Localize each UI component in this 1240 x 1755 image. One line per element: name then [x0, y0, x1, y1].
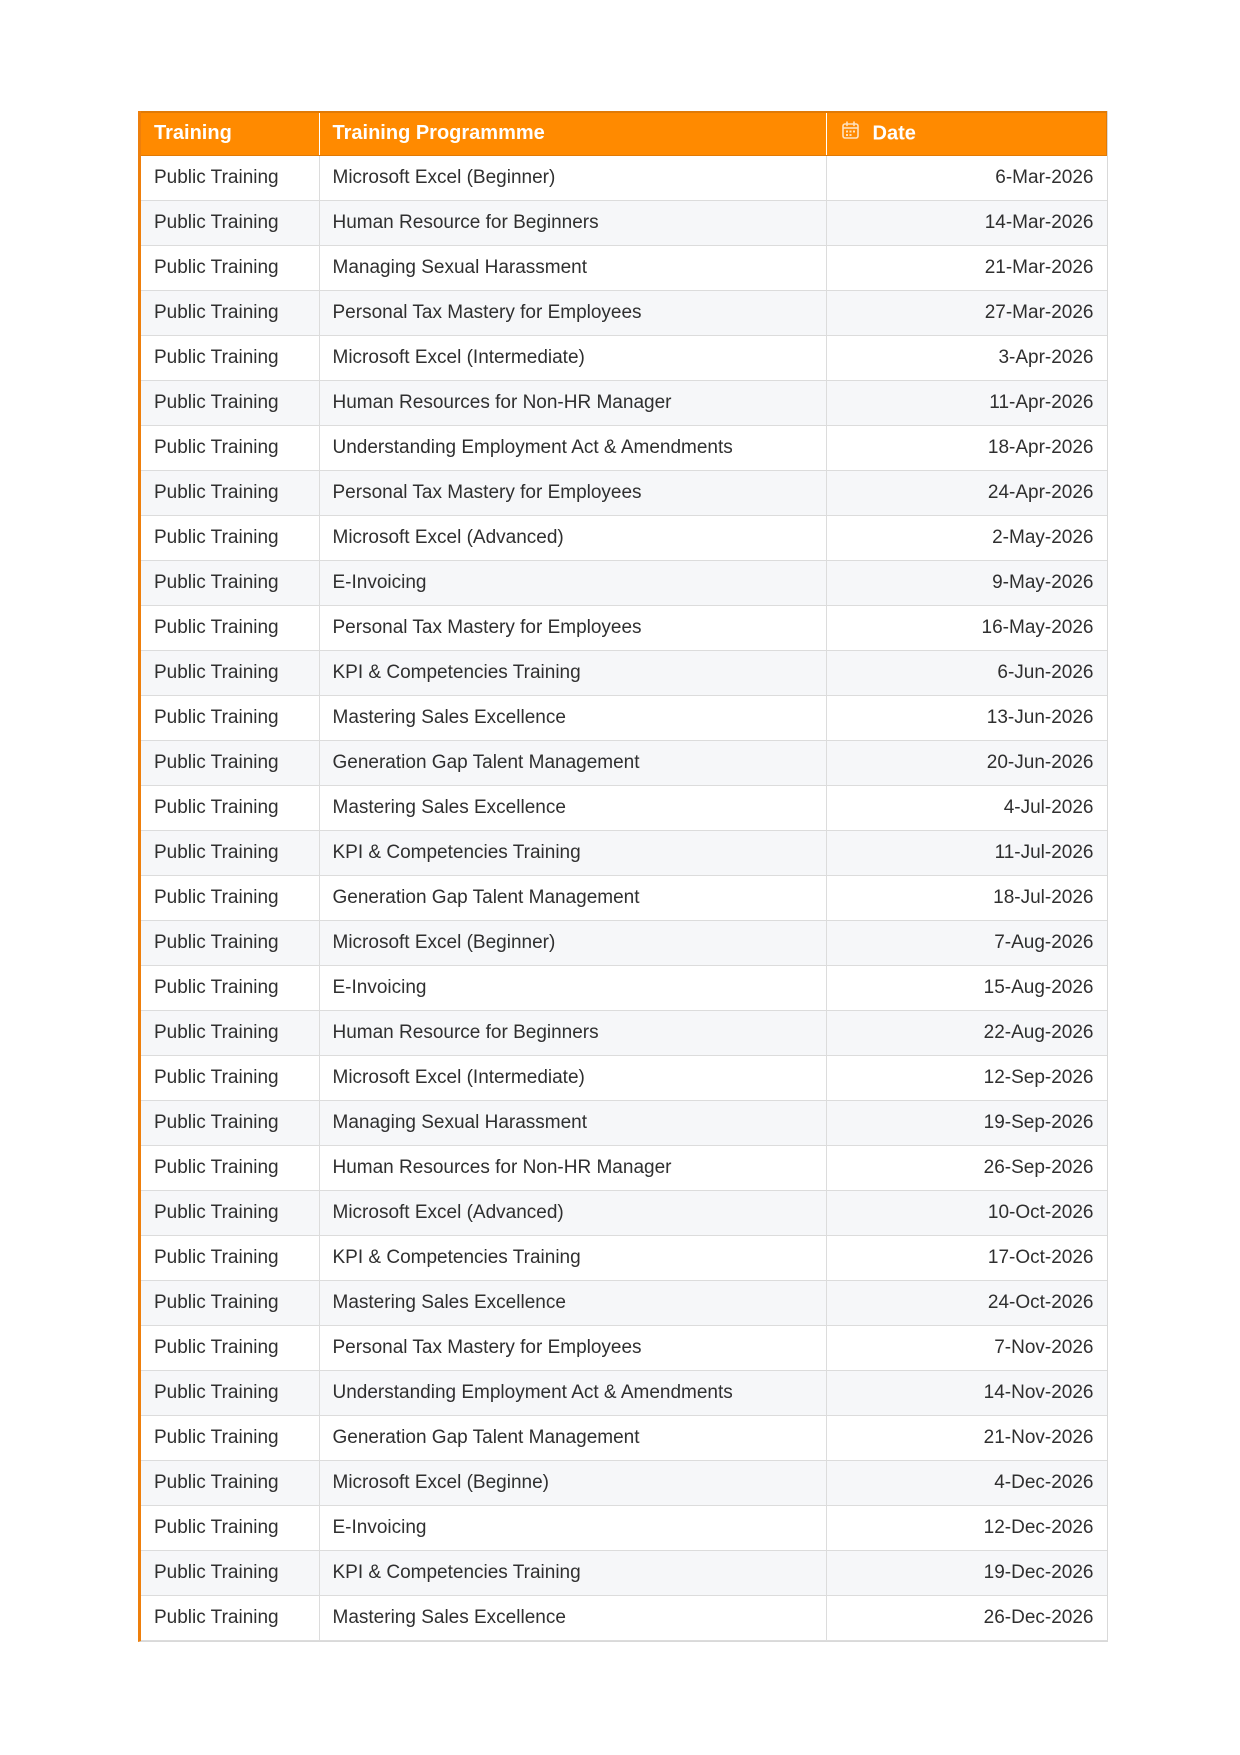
cell-training: Public Training: [141, 605, 319, 650]
cell-programme: Generation Gap Talent Management: [319, 875, 826, 920]
cell-date: 4-Dec-2026: [826, 1460, 1107, 1505]
cell-training: Public Training: [141, 1460, 319, 1505]
cell-programme: Personal Tax Mastery for Employees: [319, 605, 826, 650]
header-date: [826, 112, 1107, 155]
table-row: [141, 830, 1107, 875]
table-row: [141, 740, 1107, 785]
cell-training: Public Training: [141, 200, 319, 245]
cell-programme: Human Resources for Non-HR Manager: [319, 380, 826, 425]
cell-programme: KPI & Competencies Training: [319, 1550, 826, 1595]
cell-training: Public Training: [141, 1010, 319, 1055]
cell-training: Public Training: [141, 785, 319, 830]
cell-date: 17-Oct-2026: [826, 1235, 1107, 1280]
cell-date: 11-Apr-2026: [826, 380, 1107, 425]
cell-programme: E-Invoicing: [319, 965, 826, 1010]
cell-programme: Mastering Sales Excellence: [319, 785, 826, 830]
cell-date: 12-Dec-2026: [826, 1505, 1107, 1550]
cell-date: 14-Nov-2026: [826, 1370, 1107, 1415]
table-row: [141, 1100, 1107, 1145]
table-row: [141, 470, 1107, 515]
table-row: [141, 1415, 1107, 1460]
cell-programme: Personal Tax Mastery for Employees: [319, 290, 826, 335]
table-row: [141, 1460, 1107, 1505]
cell-training: Public Training: [141, 155, 319, 200]
cell-training: Public Training: [141, 1100, 319, 1145]
table-row: [141, 155, 1107, 200]
header-programme: [319, 112, 826, 155]
table-row: [141, 650, 1107, 695]
cell-date: 14-Mar-2026: [826, 200, 1107, 245]
cell-date: 9-May-2026: [826, 560, 1107, 605]
cell-training: Public Training: [141, 650, 319, 695]
cell-date: 4-Jul-2026: [826, 785, 1107, 830]
cell-programme: Understanding Employment Act & Amendments: [319, 1370, 826, 1415]
cell-training: Public Training: [141, 425, 319, 470]
cell-programme: KPI & Competencies Training: [319, 830, 826, 875]
cell-training: Public Training: [141, 695, 319, 740]
cell-date: 20-Jun-2026: [826, 740, 1107, 785]
cell-training: Public Training: [141, 470, 319, 515]
table-row: [141, 965, 1107, 1010]
cell-programme: Managing Sexual Harassment: [319, 245, 826, 290]
cell-date: 11-Jul-2026: [826, 830, 1107, 875]
cell-programme: Microsoft Excel (Intermediate): [319, 335, 826, 380]
table-row: [141, 1280, 1107, 1325]
cell-programme: Mastering Sales Excellence: [319, 695, 826, 740]
cell-programme: Mastering Sales Excellence: [319, 1595, 826, 1640]
header-training-label: Training: [154, 122, 232, 145]
table-row: [141, 875, 1107, 920]
cell-programme: E-Invoicing: [319, 560, 826, 605]
table-row: [141, 1370, 1107, 1415]
cell-date: 26-Dec-2026: [826, 1595, 1107, 1640]
cell-date: 18-Jul-2026: [826, 875, 1107, 920]
cell-programme: Microsoft Excel (Beginner): [319, 155, 826, 200]
cell-date: 10-Oct-2026: [826, 1190, 1107, 1235]
table-row: [141, 200, 1107, 245]
cell-programme: Understanding Employment Act & Amendments: [319, 425, 826, 470]
cell-date: 7-Nov-2026: [826, 1325, 1107, 1370]
calendar-icon: [842, 121, 859, 145]
table-header: [141, 112, 1107, 155]
table-row: [141, 245, 1107, 290]
cell-programme: Generation Gap Talent Management: [319, 1415, 826, 1460]
table-row: [141, 1595, 1107, 1640]
cell-training: Public Training: [141, 740, 319, 785]
cell-programme: Generation Gap Talent Management: [319, 740, 826, 785]
cell-training: Public Training: [141, 335, 319, 380]
cell-programme: Mastering Sales Excellence: [319, 1280, 826, 1325]
cell-programme: E-Invoicing: [319, 1505, 826, 1550]
cell-training: Public Training: [141, 560, 319, 605]
cell-programme: Microsoft Excel (Advanced): [319, 1190, 826, 1235]
cell-training: Public Training: [141, 965, 319, 1010]
cell-training: Public Training: [141, 1370, 319, 1415]
table-row: [141, 920, 1107, 965]
cell-programme: Personal Tax Mastery for Employees: [319, 470, 826, 515]
table-row: [141, 380, 1107, 425]
cell-training: Public Training: [141, 1415, 319, 1460]
table-row: [141, 695, 1107, 740]
cell-training: Public Training: [141, 1505, 319, 1550]
table-row: [141, 1325, 1107, 1370]
cell-programme: Human Resource for Beginners: [319, 200, 826, 245]
cell-date: 3-Apr-2026: [826, 335, 1107, 380]
cell-programme: Microsoft Excel (Advanced): [319, 515, 826, 560]
cell-training: Public Training: [141, 830, 319, 875]
cell-programme: Managing Sexual Harassment: [319, 1100, 826, 1145]
cell-date: 12-Sep-2026: [826, 1055, 1107, 1100]
cell-date: 22-Aug-2026: [826, 1010, 1107, 1055]
cell-training: Public Training: [141, 875, 319, 920]
header-row: [141, 112, 1107, 155]
cell-training: Public Training: [141, 380, 319, 425]
table-row: [141, 1550, 1107, 1595]
table-row: [141, 290, 1107, 335]
table-row: [141, 1145, 1107, 1190]
table-row: [141, 335, 1107, 380]
cell-date: 24-Apr-2026: [826, 470, 1107, 515]
cell-training: Public Training: [141, 245, 319, 290]
cell-training: Public Training: [141, 1325, 319, 1370]
cell-programme: Human Resource for Beginners: [319, 1010, 826, 1055]
cell-training: Public Training: [141, 1145, 319, 1190]
header-date-label: Date: [872, 122, 916, 145]
cell-date: 15-Aug-2026: [826, 965, 1107, 1010]
cell-programme: KPI & Competencies Training: [319, 1235, 826, 1280]
cell-date: 21-Nov-2026: [826, 1415, 1107, 1460]
cell-training: Public Training: [141, 1190, 319, 1235]
cell-programme: Microsoft Excel (Intermediate): [319, 1055, 826, 1100]
training-schedule-table: [138, 111, 1108, 1642]
table-row: [141, 1055, 1107, 1100]
table-row: [141, 1505, 1107, 1550]
cell-date: 21-Mar-2026: [826, 245, 1107, 290]
cell-date: 26-Sep-2026: [826, 1145, 1107, 1190]
table-row: [141, 425, 1107, 470]
table-row: [141, 515, 1107, 560]
cell-date: 19-Dec-2026: [826, 1550, 1107, 1595]
cell-date: 7-Aug-2026: [826, 920, 1107, 965]
cell-training: Public Training: [141, 1235, 319, 1280]
header-training: [141, 112, 319, 155]
table-body: [141, 155, 1107, 1640]
table-row: [141, 1010, 1107, 1055]
cell-date: 16-May-2026: [826, 605, 1107, 650]
cell-date: 13-Jun-2026: [826, 695, 1107, 740]
table-row: [141, 785, 1107, 830]
header-programme-label: Training Programmme: [332, 122, 545, 145]
cell-training: Public Training: [141, 290, 319, 335]
cell-date: 2-May-2026: [826, 515, 1107, 560]
cell-programme: Personal Tax Mastery for Employees: [319, 1325, 826, 1370]
cell-programme: Human Resources for Non-HR Manager: [319, 1145, 826, 1190]
table-row: [141, 1190, 1107, 1235]
cell-training: Public Training: [141, 920, 319, 965]
cell-training: Public Training: [141, 1280, 319, 1325]
cell-training: Public Training: [141, 515, 319, 560]
table-row: [141, 1235, 1107, 1280]
schedule-table: [141, 111, 1107, 1641]
cell-date: 19-Sep-2026: [826, 1100, 1107, 1145]
cell-date: 6-Jun-2026: [826, 650, 1107, 695]
cell-date: 24-Oct-2026: [826, 1280, 1107, 1325]
cell-programme: KPI & Competencies Training: [319, 650, 826, 695]
cell-date: 27-Mar-2026: [826, 290, 1107, 335]
cell-date: 6-Mar-2026: [826, 155, 1107, 200]
cell-training: Public Training: [141, 1550, 319, 1595]
table-row: [141, 560, 1107, 605]
table-row: [141, 605, 1107, 650]
cell-training: Public Training: [141, 1055, 319, 1100]
cell-programme: Microsoft Excel (Beginne): [319, 1460, 826, 1505]
cell-training: Public Training: [141, 1595, 319, 1640]
cell-date: 18-Apr-2026: [826, 425, 1107, 470]
cell-programme: Microsoft Excel (Beginner): [319, 920, 826, 965]
